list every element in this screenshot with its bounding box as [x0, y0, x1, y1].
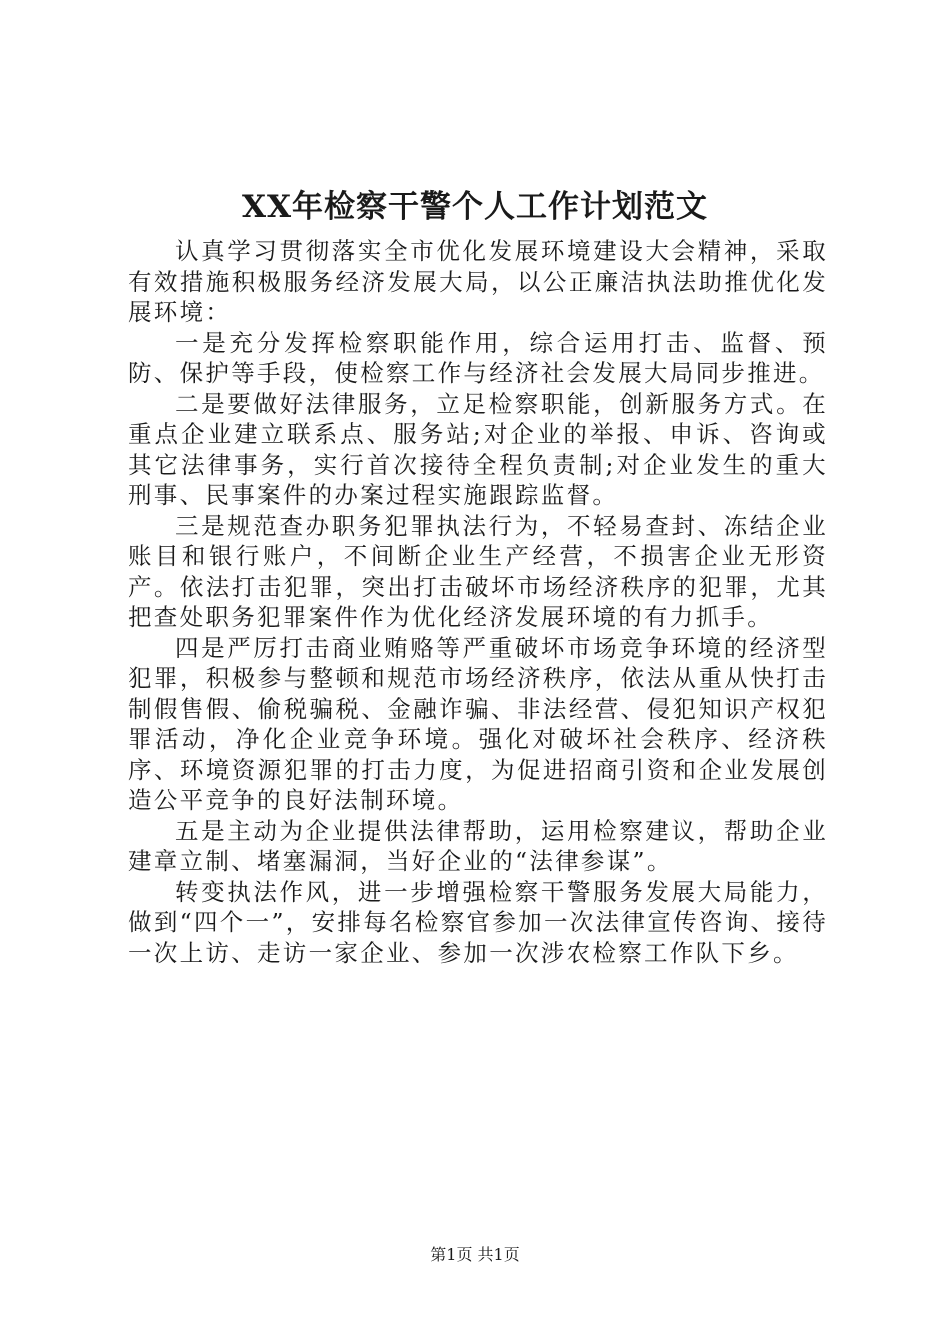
- paragraph-point-3: 三是规范查办职务犯罪执法行为，不轻易查封、冻结企业账目和银行账户，不间断企业生产经营，不损害企业无形资产。依法打击犯罪，突出打击破坏市场经济秩序的犯罪，尤其把查处职务犯罪案件作为优化经济发展环境的有力抓手。: [128, 511, 828, 631]
- paragraph-point-5: 五是主动为企业提供法律帮助，运用检察建议，帮助企业建章立制、堵塞漏洞，当好企业的“法律参谋”。: [128, 816, 828, 875]
- document-body: [128, 236, 828, 968]
- paragraph-point-2: 二是要做好法律服务，立足检察职能，创新服务方式。在重点企业建立联系点、服务站;对企业的举报、申诉、咨询或其它法律事务，实行首次接待全程负责制;对企业发生的重大刑事、民事案件的办案过程实施跟踪监督。: [128, 389, 828, 509]
- paragraph-point-1: 一是充分发挥检察职能作用，综合运用打击、监督、预防、保护等手段，使检察工作与经济社会发展大局同步推进。: [128, 328, 828, 387]
- paragraph-point-4: 四是严厉打击商业贿赂等严重破坏市场竞争环境的经济型犯罪，积极参与整顿和规范市场经济秩序，依法从重从快打击制假售假、偷税骗税、金融诈骗、非法经营、侵犯知识产权犯罪活动，净化企业竞争环境。强化对破坏社会秩序、经济秩序、环境资源犯罪的打击力度，为促进招商引资和企业发展创造公平竞争的良好法制环境。: [128, 633, 828, 814]
- document-title: XX年检察干警个人工作计划范文: [241, 189, 709, 225]
- paragraph-conclusion: 转变执法作风，进一步增强检察干警服务发展大局能力，做到“四个一”，安排每名检察官参加一次法律宣传咨询、接待一次上访、走访一家企业、参加一次涉农检察工作队下乡。: [128, 877, 828, 967]
- paragraph-intro: 认真学习贯彻落实全市优化发展环境建设大会精神，采取有效措施积极服务经济发展大局，以公正廉洁执法助推优化发展环境：: [128, 237, 828, 326]
- page-footer: 第1页 共1页: [430, 1245, 520, 1264]
